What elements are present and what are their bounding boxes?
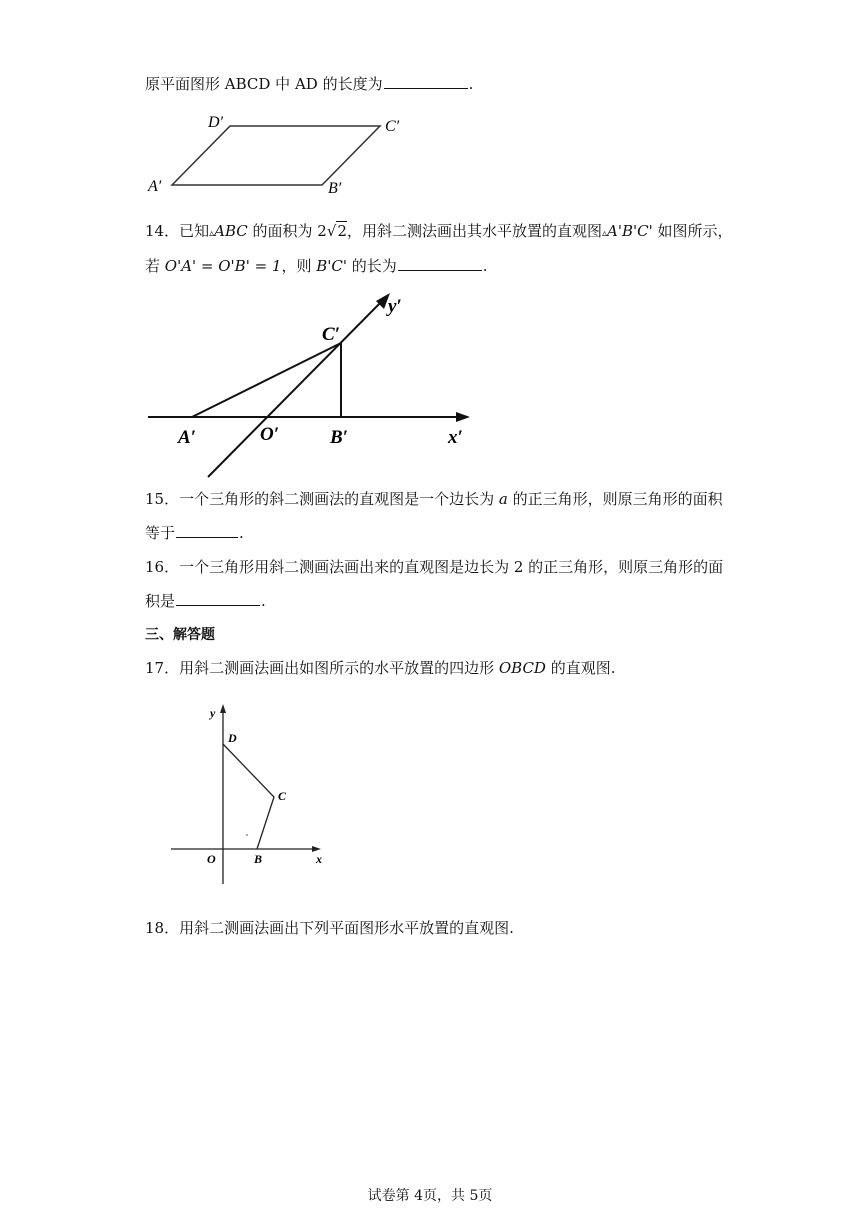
dot-mark (246, 834, 248, 836)
q13-text (145, 73, 473, 95)
q16-line2 (145, 590, 266, 612)
q14-prefix: 14．已知 (145, 222, 210, 240)
q18-text: 18．用斜二测画法画出下列平面图形水平放置的直观图. (145, 919, 514, 937)
variable-a: a (498, 490, 508, 508)
q16-text: 16．一个三角形用斜二测画法画出来的直观图是边长为 2 的正三角形，则原三角形的面 (145, 558, 724, 576)
q14-equation: O'A' = O'B' = 1 (164, 257, 282, 275)
segment-bc: B'C' (316, 257, 348, 275)
quadrilateral-shape (223, 744, 274, 849)
figure-17-quadrilateral (165, 700, 345, 890)
period: . (482, 257, 488, 275)
y-axis (208, 299, 384, 477)
label-y: y (210, 706, 216, 720)
q15-line1 (145, 488, 723, 510)
q14-mid: 的面积为 (247, 222, 318, 240)
label-x: x (316, 852, 322, 866)
triangle-symbol: ▵ (209, 228, 215, 239)
label-y-prime: y′ (388, 296, 402, 317)
sqrt-coef: 2 (317, 222, 327, 240)
label-c-prime: C′ (322, 324, 341, 345)
triangle-abc-prime: A'B'C' (607, 222, 653, 240)
label-b-prime: B′ (330, 427, 349, 448)
sqrt-radical: √2 (326, 222, 347, 240)
q14-line2-prefix: 若 (145, 257, 165, 275)
label-b: B′ (328, 180, 342, 197)
x-axis-arrow (456, 412, 470, 422)
label-o: O (207, 852, 216, 866)
q17-text (145, 657, 616, 679)
q14-line2 (145, 255, 488, 277)
section-heading: 三、解答题 (145, 627, 215, 643)
q15-line2 (145, 522, 244, 544)
label-d: D′ (208, 114, 224, 131)
label-a: A′ (148, 178, 162, 195)
q14-end: 如图所示， (652, 222, 733, 240)
triangle-abc: ABC (214, 222, 248, 240)
answer-blank (384, 73, 468, 89)
label-a-prime: A′ (178, 427, 197, 448)
parallelogram-shape (172, 126, 380, 185)
q14-line1 (145, 220, 732, 245)
period: . (261, 592, 266, 610)
q15-line2-text: 等于 (145, 524, 176, 542)
q17-end: 的直观图. (545, 659, 616, 677)
page-footer: 试卷第 4页，共 5页 (367, 1188, 493, 1204)
q16-line2-text: 积是 (145, 592, 176, 610)
q17-text-content: 17．用斜二测画法画出如图所示的水平放置的四边形 (145, 659, 499, 677)
answer-blank (176, 522, 238, 538)
q13-text-content: 原平面图形 ABCD 中 AD 的长度为 (145, 75, 383, 93)
q14-line2-mid: ，则 (281, 257, 317, 275)
figure-13-parallelogram (140, 105, 440, 205)
segment-a-c (192, 343, 341, 417)
answer-blank (398, 255, 482, 271)
q14-line2-end: 的长为 (347, 257, 397, 275)
triangle-symbol-2: ▵ (601, 228, 607, 239)
label-d: D (228, 731, 237, 745)
q14-mid2: ，用斜二测法画出其水平放置的直观图 (346, 222, 602, 240)
period: . (239, 524, 244, 542)
label-x-prime: x′ (448, 427, 463, 448)
figure-14-triangle (140, 285, 500, 485)
label-b: B (254, 852, 263, 866)
shape-obcd: OBCD (498, 659, 546, 677)
answer-blank (176, 590, 260, 606)
period: . (468, 75, 474, 93)
q15-text: 15．一个三角形的斜二测画法的直观图是一个边长为 (145, 490, 499, 508)
q15-text-end: 的正三角形，则原三角形的面积 (507, 490, 723, 508)
label-o-prime: O′ (260, 424, 280, 445)
label-c: C (278, 789, 287, 803)
y-axis-arrow (220, 704, 226, 713)
q16-line1 (145, 556, 723, 578)
label-c: C′ (385, 118, 400, 135)
